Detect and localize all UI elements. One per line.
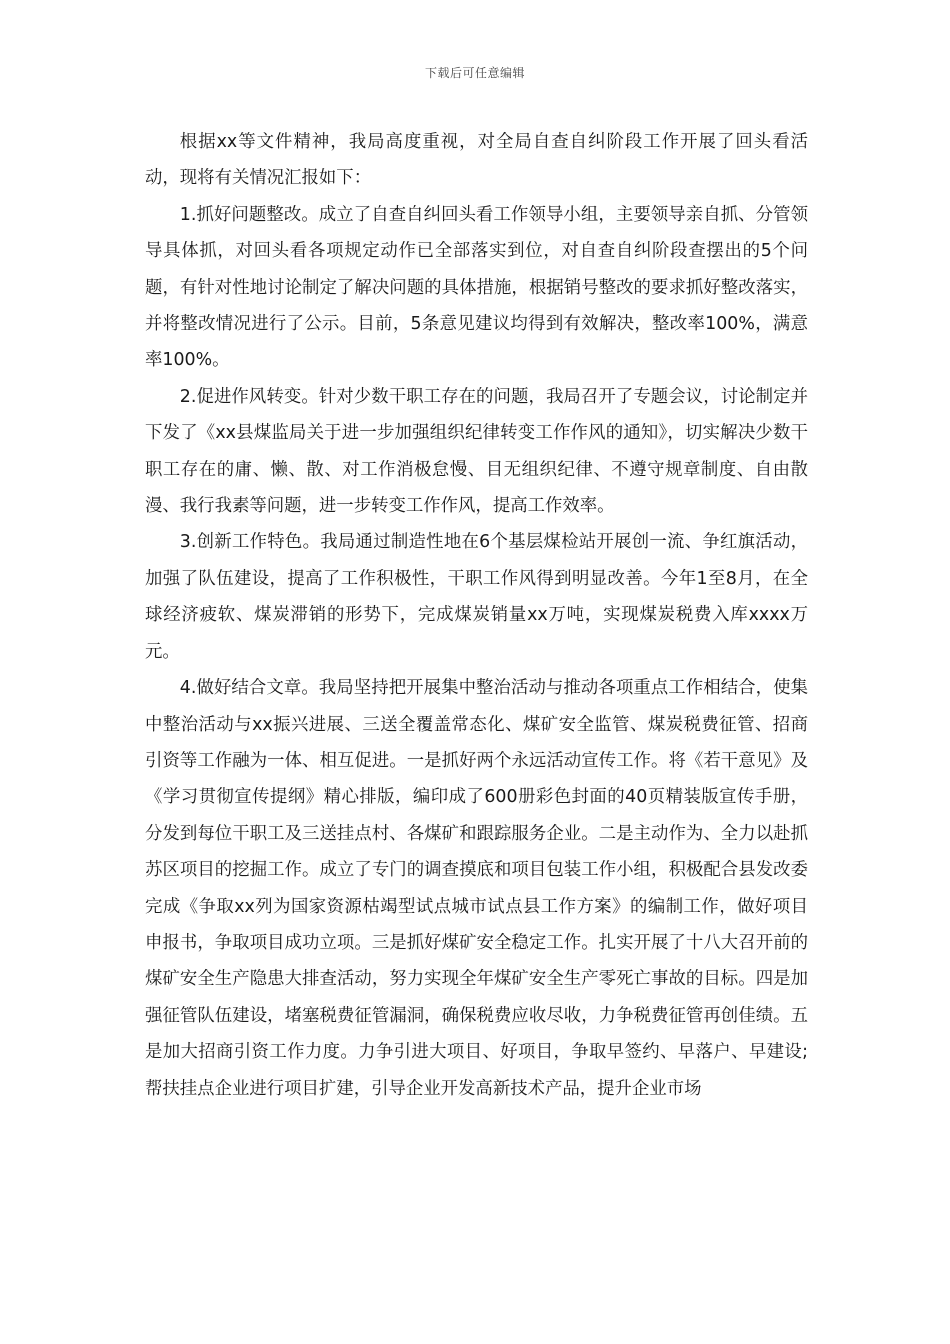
section-3-paragraph: 3.创新工作特色。我局通过制造性地在6个基层煤检站开展创一流、争红旗活动，加强了队伍建设，提高了工作积极性，干职工作风得到明显改善。今年1至8月，在全球经济疲软、煤炭滞销的形势下，完成煤炭销量xx万吨，实现煤炭税费入库xxxx万元。 <box>145 532 808 662</box>
section-4-paragraph: 4.做好结合文章。我局坚持把开展集中整治活动与推动各项重点工作相结合，使集中整治活动与xx振兴进展、三送全覆盖常态化、煤矿安全监管、煤炭税费征管、招商引资等工作融为一体、相互促进。一是抓好两个永远活动宣传工作。将《若干意见》及《学习贯彻宣传提纲》精心排版，编印成了600册彩色封面的40页精装版宣传手册，分发到每位干职工及三送挂点村、各煤矿和跟踪服务企业。二是主动作为、全力以赴抓苏区项目的挖掘工作。成立了专门的调查摸底和项目包装工作小组，积极配合县发改委完成《争取xx列为国家资源枯竭型试点城市试点县工作方案》的编制工作，做好项目申报书，争取项目成功立项。三是抓好煤矿安全稳定工作。扎实开展了十八大召开前的煤矿安全生产隐患大排查活动，努力实现全年煤矿安全生产零死亡事故的目标。四是加强征管队伍建设，堵塞税费征管漏洞，确保税费应收尽收，力争税费征管再创佳绩。五是加大招商引资工作力度。力争引进大项目、好项目，争取早签约、早落户、早建设;帮扶挂点企业进行项目扩建，引导企业开发高新技术产品，提升企业市场 <box>145 678 808 1099</box>
intro-paragraph: 根据xx等文件精神，我局高度重视，对全局自查自纠阶段工作开展了回头看活动，现将有关情况汇报如下： <box>145 132 808 189</box>
document-body <box>145 124 808 1107</box>
page-header: 下载后可任意编辑 <box>424 66 525 80</box>
section-2-paragraph: 2.促进作风转变。针对少数干职工存在的问题，我局召开了专题会议，讨论制定并下发了《xx县煤监局关于进一步加强组织纪律转变工作作风的通知》，切实解决少数干职工存在的庸、懒、散、对工作消极怠慢、目无组织纪律、不遵守规章制度、自由散漫、我行我素等问题，进一步转变工作作风，提高工作效率。 <box>145 386 808 517</box>
section-1-paragraph: 1.抓好问题整改。成立了自查自纠回头看工作领导小组，主要领导亲自抓、分管领导具体抓，对回头看各项规定动作已全部落实到位，对自查自纠阶段查摆出的5个问题，有针对性地讨论制定了解决问题的具体措施，根据销号整改的要求抓好整改落实，并将整改情况进行了公示。目前，5条意见建议均得到有效解决，整改率100%，满意率100%。 <box>145 204 808 371</box>
